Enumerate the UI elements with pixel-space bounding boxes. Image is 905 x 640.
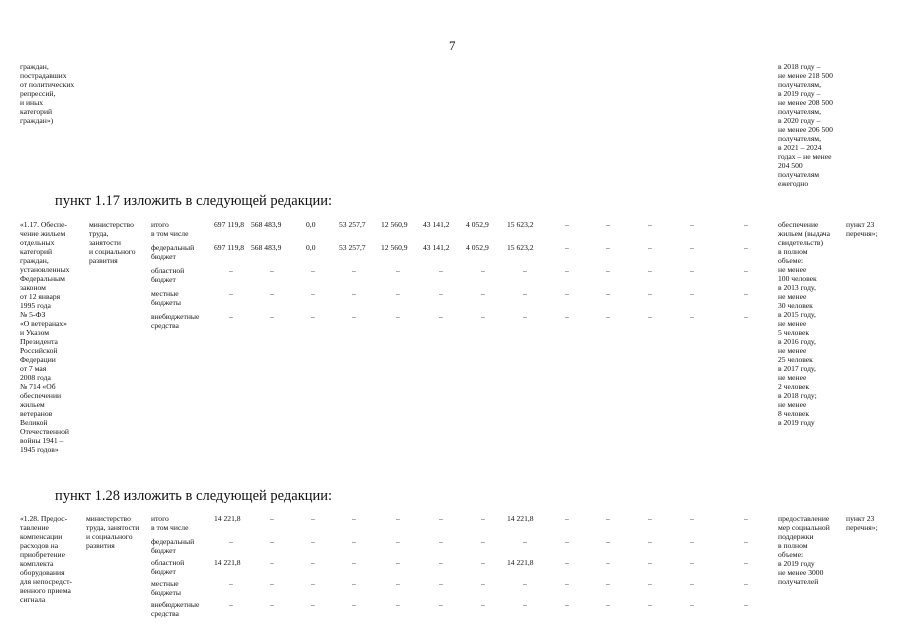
empty-cell-dash: –	[565, 537, 569, 546]
empty-cell-dash: –	[690, 558, 694, 567]
empty-cell-dash: –	[690, 289, 694, 298]
empty-cell-dash: –	[744, 243, 748, 252]
item-1-17-total-sum: 697 119,8	[214, 220, 245, 229]
item-1-17-total-2016: 12 560,9	[381, 220, 408, 229]
empty-cell-dash: –	[352, 312, 356, 321]
empty-cell-dash: –	[270, 289, 274, 298]
item-1-17-source-federal: федеральный бюджет	[151, 243, 195, 261]
item-1-17-source-extrabudget: внебюджетные средства	[151, 312, 200, 330]
empty-cell-dash: –	[229, 312, 233, 321]
empty-cell-dash: –	[523, 312, 527, 321]
empty-cell-dash: –	[523, 266, 527, 275]
empty-cell-dash: –	[744, 558, 748, 567]
empty-cell-dash: –	[439, 514, 443, 523]
empty-cell-dash: –	[396, 312, 400, 321]
empty-cell-dash: –	[606, 266, 610, 275]
item-1-17-source-regional: областной бюджет	[151, 266, 185, 284]
item-1-28-source-total: итого в том числе	[151, 514, 189, 532]
empty-cell-dash: –	[396, 266, 400, 275]
empty-cell-dash: –	[311, 537, 315, 546]
empty-cell-dash: –	[439, 579, 443, 588]
empty-cell-dash: –	[523, 600, 527, 609]
empty-cell-dash: –	[270, 579, 274, 588]
empty-cell-dash: –	[396, 579, 400, 588]
empty-cell-dash: –	[481, 312, 485, 321]
empty-cell-dash: –	[352, 537, 356, 546]
empty-cell-dash: –	[352, 289, 356, 298]
empty-cell-dash: –	[311, 600, 315, 609]
empty-cell-dash: –	[744, 514, 748, 523]
empty-cell-dash: –	[744, 220, 748, 229]
empty-cell-dash: –	[352, 266, 356, 275]
empty-cell-dash: –	[648, 266, 652, 275]
empty-cell-dash: –	[606, 243, 610, 252]
empty-cell-dash: –	[481, 537, 485, 546]
empty-cell-dash: –	[352, 600, 356, 609]
empty-cell-dash: –	[606, 537, 610, 546]
empty-cell-dash: –	[523, 289, 527, 298]
item-1-28-total-2019: 14 221,8	[507, 514, 534, 523]
empty-cell-dash: –	[311, 514, 315, 523]
empty-cell-dash: –	[439, 312, 443, 321]
empty-cell-dash: –	[439, 266, 443, 275]
empty-cell-dash: –	[311, 289, 315, 298]
empty-cell-dash: –	[565, 579, 569, 588]
empty-cell-dash: –	[439, 600, 443, 609]
empty-cell-dash: –	[352, 579, 356, 588]
item-1-28-total-sum: 14 221,8	[214, 514, 241, 523]
item-1-28-source-extrabudget: внебюджетные средства	[151, 600, 200, 618]
empty-cell-dash: –	[396, 289, 400, 298]
empty-cell-dash: –	[744, 600, 748, 609]
item-1-28-executor: министерство труда, занятости и социального развития	[86, 514, 140, 550]
empty-cell-dash: –	[311, 579, 315, 588]
empty-cell-dash: –	[396, 514, 400, 523]
empty-cell-dash: –	[690, 312, 694, 321]
item-1-28-reference: пункт 23 перечня»;	[846, 514, 878, 532]
empty-cell-dash: –	[744, 312, 748, 321]
empty-cell-dash: –	[270, 558, 274, 567]
empty-cell-dash: –	[606, 579, 610, 588]
empty-cell-dash: –	[439, 537, 443, 546]
empty-cell-dash: –	[648, 289, 652, 298]
item-1-17-fed-2014: 0,0	[306, 243, 316, 252]
item-1-17-result: обеспечение жильем (выдача свидетельств) в полном объеме: не менее 100 человек в 2013 году, не менее 30 человек в 2015 году, не менее 5 человек в 2016 году, не менее 25 человек в 2017 году, не менее 2 человек в 2018 году; не менее 8 человек в 2019 году	[778, 220, 830, 427]
empty-cell-dash: –	[744, 289, 748, 298]
empty-cell-dash: –	[606, 558, 610, 567]
item-1-17-total-2014: 0,0	[306, 220, 316, 229]
item-1-28-source-federal: федеральный бюджет	[151, 537, 195, 555]
empty-cell-dash: –	[690, 220, 694, 229]
empty-cell-dash: –	[481, 600, 485, 609]
item-1-17-fed-2016: 12 560,9	[381, 243, 408, 252]
empty-cell-dash: –	[565, 266, 569, 275]
empty-cell-dash: –	[606, 600, 610, 609]
top-item-name: граждан, пострадавших от политических репрессий, и иных категорий граждан»)	[20, 62, 75, 125]
empty-cell-dash: –	[648, 579, 652, 588]
empty-cell-dash: –	[606, 220, 610, 229]
empty-cell-dash: –	[690, 266, 694, 275]
empty-cell-dash: –	[744, 579, 748, 588]
empty-cell-dash: –	[229, 600, 233, 609]
item-1-17-total-2013: 568 483,9	[251, 220, 282, 229]
item-1-28-regional-sum: 14 221,8	[214, 558, 241, 567]
empty-cell-dash: –	[744, 266, 748, 275]
empty-cell-dash: –	[565, 289, 569, 298]
item-1-17-reference: пункт 23 перечня»;	[846, 220, 878, 238]
item-1-17-fed-2019: 15 623,2	[507, 243, 534, 252]
empty-cell-dash: –	[565, 600, 569, 609]
empty-cell-dash: –	[396, 600, 400, 609]
empty-cell-dash: –	[648, 514, 652, 523]
empty-cell-dash: –	[229, 289, 233, 298]
empty-cell-dash: –	[565, 243, 569, 252]
empty-cell-dash: –	[648, 243, 652, 252]
empty-cell-dash: –	[606, 289, 610, 298]
empty-cell-dash: –	[648, 312, 652, 321]
empty-cell-dash: –	[481, 266, 485, 275]
empty-cell-dash: –	[690, 600, 694, 609]
empty-cell-dash: –	[523, 579, 527, 588]
empty-cell-dash: –	[690, 537, 694, 546]
item-1-17-fed-2013: 568 483,9	[251, 243, 282, 252]
empty-cell-dash: –	[481, 558, 485, 567]
empty-cell-dash: –	[648, 600, 652, 609]
empty-cell-dash: –	[311, 558, 315, 567]
empty-cell-dash: –	[311, 266, 315, 275]
page-number: 7	[449, 38, 456, 53]
empty-cell-dash: –	[229, 579, 233, 588]
empty-cell-dash: –	[270, 537, 274, 546]
item-1-17-fed-2018: 4 052,9	[466, 243, 489, 252]
empty-cell-dash: –	[744, 537, 748, 546]
empty-cell-dash: –	[523, 537, 527, 546]
empty-cell-dash: –	[481, 289, 485, 298]
empty-cell-dash: –	[352, 514, 356, 523]
empty-cell-dash: –	[270, 600, 274, 609]
empty-cell-dash: –	[481, 514, 485, 523]
item-1-28-name: «1.28. Предос- тавление компенсации расходов на приобретение комплекта оборудования для непосредст- венного приема сигнала	[20, 514, 73, 604]
empty-cell-dash: –	[270, 266, 274, 275]
empty-cell-dash: –	[311, 312, 315, 321]
empty-cell-dash: –	[439, 558, 443, 567]
empty-cell-dash: –	[481, 579, 485, 588]
item-1-17-total-2015: 53 257,7	[339, 220, 366, 229]
empty-cell-dash: –	[270, 514, 274, 523]
section-heading-1-17: пункт 1.17 изложить в следующей редакции:	[55, 193, 333, 209]
item-1-17-total-2017: 43 141,2	[423, 220, 450, 229]
empty-cell-dash: –	[565, 312, 569, 321]
item-1-17-fed-sum: 697 119,8	[214, 243, 245, 252]
empty-cell-dash: –	[352, 558, 356, 567]
item-1-17-source-total: итого в том числе	[151, 220, 189, 238]
item-1-28-regional-2019: 14 221,8	[507, 558, 534, 567]
item-1-28-source-regional: областной бюджет	[151, 558, 185, 576]
empty-cell-dash: –	[565, 220, 569, 229]
item-1-17-fed-2015: 53 257,7	[339, 243, 366, 252]
empty-cell-dash: –	[690, 243, 694, 252]
empty-cell-dash: –	[565, 514, 569, 523]
empty-cell-dash: –	[690, 579, 694, 588]
empty-cell-dash: –	[648, 220, 652, 229]
empty-cell-dash: –	[396, 558, 400, 567]
empty-cell-dash: –	[606, 514, 610, 523]
empty-cell-dash: –	[606, 312, 610, 321]
empty-cell-dash: –	[565, 558, 569, 567]
section-heading-1-28: пункт 1.28 изложить в следующей редакции:	[55, 488, 333, 504]
item-1-17-total-2019: 15 623,2	[507, 220, 534, 229]
item-1-17-executor: министерство труда, занятости и социального развития	[89, 220, 136, 265]
top-item-result: в 2018 году – не менее 218 500 получателям, в 2019 году – не менее 208 500 получателям, в 2020 году – не менее 206 500 получателям, в 2021 – 2024 годах – не менее 204 500 получателям ежегодно	[778, 62, 833, 188]
empty-cell-dash: –	[648, 537, 652, 546]
item-1-28-result: предоставление мер социальной поддержки в полном объеме: в 2019 году не менее 3000 получателей	[778, 514, 830, 586]
item-1-17-total-2018: 4 052,9	[466, 220, 489, 229]
empty-cell-dash: –	[396, 537, 400, 546]
item-1-17-source-local: местные бюджеты	[151, 289, 181, 307]
empty-cell-dash: –	[690, 514, 694, 523]
empty-cell-dash: –	[229, 537, 233, 546]
item-1-17-name: «1.17. Обеспе- чение жильем отдельных категорий граждан, установленных Федеральным законом от 12 января 1995 года № 5-ФЗ «О ветеранах» и Указом Президента Российской Федерации от 7 мая 2008 года № 714 «Об обеспечении жильем ветеранов Великой Отечественной войны 1941 – 1945 годов»	[20, 220, 70, 454]
item-1-17-fed-2017: 43 141,2	[423, 243, 450, 252]
empty-cell-dash: –	[229, 266, 233, 275]
empty-cell-dash: –	[439, 289, 443, 298]
item-1-28-source-local: местные бюджеты	[151, 579, 181, 597]
empty-cell-dash: –	[270, 312, 274, 321]
empty-cell-dash: –	[648, 558, 652, 567]
